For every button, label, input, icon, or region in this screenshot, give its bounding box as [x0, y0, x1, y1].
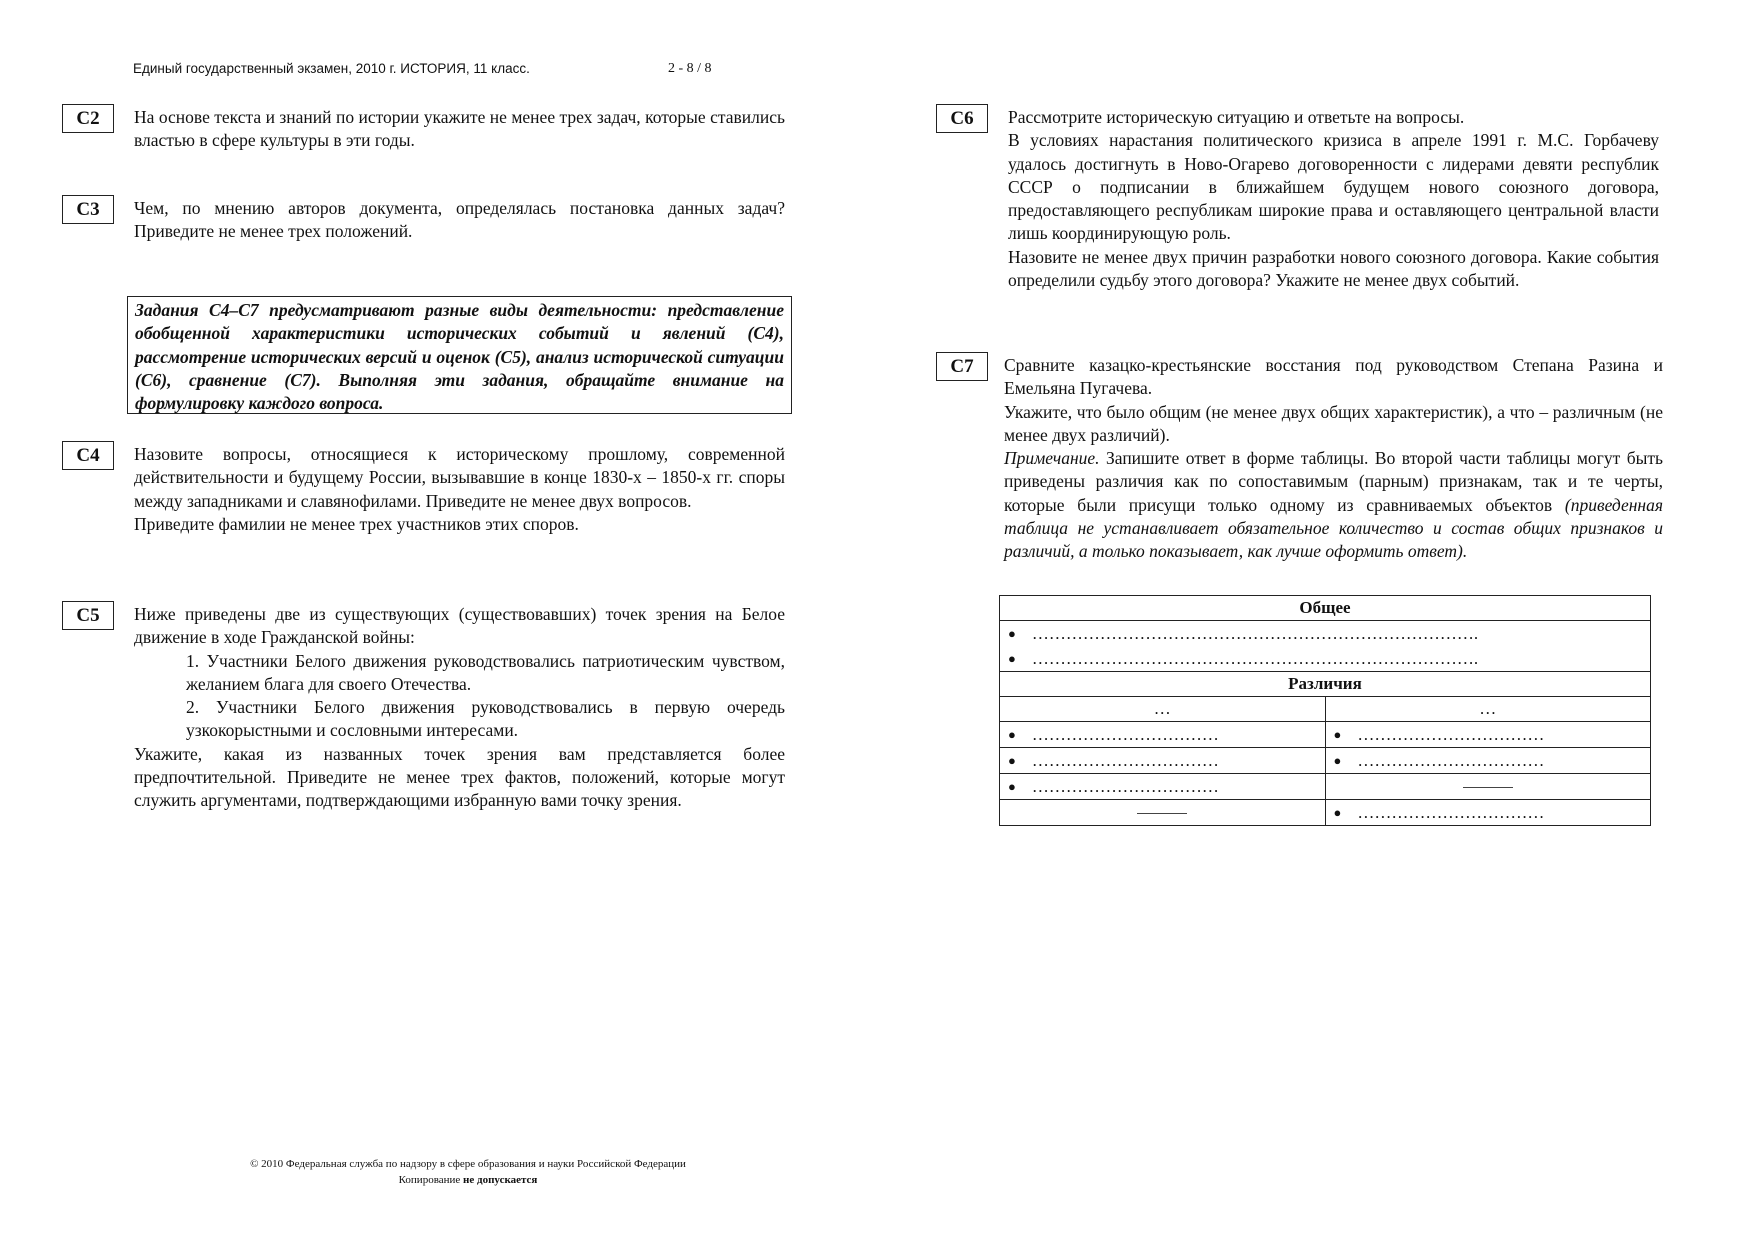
task-text-c6 [1008, 106, 1659, 292]
diff-cell [1325, 800, 1651, 826]
note-label: Примечание. [1004, 448, 1100, 469]
task-label-c3: С3 [62, 195, 114, 224]
task-text-c5 [134, 603, 785, 813]
task-label-c5: С5 [62, 601, 114, 630]
task-label-c6: С6 [936, 104, 988, 133]
common-row-1 [1000, 621, 1651, 647]
task-text-c3: Чем, по мнению авторов документа, определялась постановка данных задач? Приведите не менее трех положений. [134, 198, 785, 242]
diff-dots: …………………………… [1357, 750, 1545, 770]
diff-dots: …………………………… [1031, 750, 1219, 770]
page-header [133, 61, 712, 76]
common-header: Общее [1000, 596, 1651, 621]
task-label-c4: С4 [62, 441, 114, 470]
task-c5-point1: 1. Участники Белого движения руководствовались патриотическим чувством, желанием блага для своего Отечества. [186, 650, 785, 694]
diff-cell [1325, 748, 1651, 774]
diff-col-1-header: … [1000, 697, 1326, 722]
task-c7-instruction: Укажите, что было общим (не менее двух общих характеристик), а что – различным (не менее двух различий). [1004, 401, 1663, 445]
differences-header: Различия [1000, 672, 1651, 697]
dash-line [1463, 787, 1513, 788]
copy-notice-bold: не допускается [463, 1174, 538, 1186]
task-label-c2: С2 [62, 104, 114, 133]
task-c7-note [1004, 447, 1663, 563]
diff-dots: …………………………… [1357, 724, 1545, 744]
exam-title: Единый государственный экзамен, 2010 г. ИСТОРИЯ, 11 класс. [133, 61, 530, 76]
diff-cell [1000, 748, 1326, 774]
bullet-icon: ● [1008, 726, 1016, 742]
comparison-table [999, 595, 1651, 826]
page-number: 2 - 8 / 8 [668, 61, 712, 76]
task-c6-situation: В условиях нарастания политического кризиса в апреле 1991 г. М.С. Горбачеву удалось достигнуть в Ново-Огарево договоренности с лидерами девяти республик СССР о подписании в ближайшем будущем нового союзного договора, предоставляющего республикам широкие права и оставляющего центральной власти лишь координирующую роль. [1008, 130, 1659, 244]
task-text-c7 [1004, 354, 1663, 564]
task-text-c4 [134, 443, 785, 536]
diff-dots: …………………………… [1031, 724, 1219, 744]
bullet-icon: ● [1333, 752, 1342, 768]
diff-col-2-header: … [1325, 697, 1651, 722]
common-dots-1: ……………………………………………………………………. [1031, 623, 1479, 643]
diff-cell [1000, 774, 1326, 800]
task-label-c7: С7 [936, 352, 988, 381]
diff-cell [1325, 722, 1651, 748]
copy-notice-prefix: Копирование [398, 1174, 461, 1186]
common-row-2 [1000, 646, 1651, 672]
diff-dots: …………………………… [1357, 802, 1545, 822]
bullet-icon: ● [1008, 625, 1016, 641]
task-c7-intro: Сравните казацко-крестьянские восстания под руководством Степана Разина и Емельяна Пугачева. [1004, 355, 1663, 399]
diff-dots: …………………………… [1031, 776, 1219, 796]
common-dots-2: ……………………………………………………………………. [1031, 648, 1479, 668]
bullet-icon: ● [1333, 804, 1342, 820]
copy-notice [198, 1172, 738, 1188]
bullet-icon: ● [1008, 778, 1016, 794]
task-c6-questions: Назовите не менее двух причин разработки нового союзного договора. Какие события определили судьбу этого договора? Укажите не менее двух событий. [1008, 246, 1659, 291]
diff-cell-empty [1000, 800, 1326, 826]
dash-line [1137, 813, 1187, 814]
task-c5-point2: 2. Участники Белого движения руководствовались в первую очередь узкокорыстными и сословными интересами. [186, 697, 785, 741]
diff-cell-empty [1325, 774, 1651, 800]
copyright-line: © 2010 Федеральная служба по надзору в сфере образования и науки Российской Федерации [250, 1158, 686, 1170]
task-c6-intro: Рассмотрите историческую ситуацию и ответьте на вопросы. [1008, 107, 1465, 127]
page-footer [198, 1156, 738, 1188]
bullet-icon: ● [1008, 752, 1016, 768]
note-text: Запишите ответ в форме таблицы. Во второй части таблицы могут быть приведены различия как по сопоставимым (парным) признакам, так и те черты, которые были присущи только одному из сравниваемых объектов [1004, 448, 1664, 515]
bullet-icon: ● [1008, 650, 1016, 666]
task-c5-task: Укажите, какая из названных точек зрения вам представляется более предпочтительной. Приведите не менее трех фактов, положений, которые могут служить аргументами, подтверждающими избранную вами точку зрения. [134, 743, 785, 811]
task-text-c2: На основе текста и знаний по истории укажите не менее трех задач, которые ставились властью в сфере культуры в эти годы. [134, 107, 785, 151]
diff-cell [1000, 722, 1326, 748]
instruction-box: Задания С4–С7 предусматривают разные виды деятельности: представление обобщенной характеристики исторических событий и явлений (С4), рассмотрение исторических версий и оценок (С5), анализ исторической ситуации (С6), сравнение (С7). Выполняя эти задания, обращайте внимание на формулировку каждого вопроса. [127, 296, 792, 414]
bullet-icon: ● [1333, 726, 1342, 742]
task-c4-para2: Приведите фамилии не менее трех участников этих споров. [134, 513, 579, 534]
note-italic: (приведенная таблица не устанавливает обязательное количество и состав общих признаков и различий, а только показывает, как лучше оформить ответ). [1004, 494, 1663, 562]
task-c4-para1: Назовите вопросы, относящиеся к историческому прошлому, современной действительности и будущему России, вызывавшие в конце 1830-х – 1850-х гг. споры между западниками и славянофилами. Приведите не менее двух вопросов. [134, 444, 785, 511]
task-c5-intro: Ниже приведены две из существующих (существовавших) точек зрения на Белое движение в ходе Гражданской войны: [134, 604, 785, 648]
